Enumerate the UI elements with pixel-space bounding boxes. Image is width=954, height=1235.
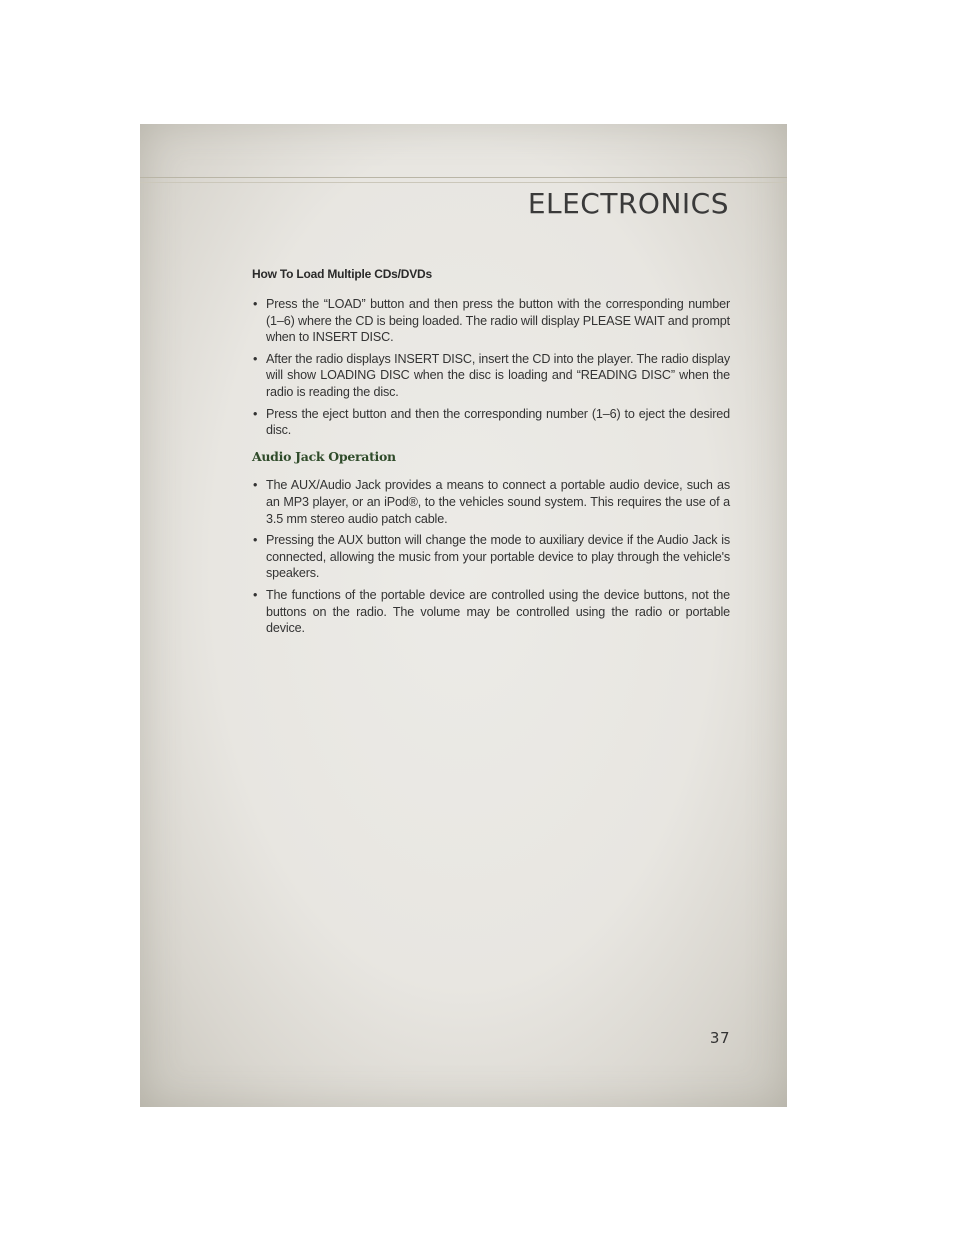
page-panel [140, 124, 787, 1107]
list-item-text: After the radio displays INSERT DISC, insert the CD into the player. The radio display will show LOADING DISC when the disc is loading and “READING DISC” when the radio is reading the disc. [266, 351, 730, 400]
list-item-text: The AUX/Audio Jack provides a means to connect a portable audio device, such as an MP3 player, or an iPod®, to the vehicles sound system. This requires the use of a 3.5 mm stereo audio patch cable. [266, 477, 730, 526]
page-number: 37 [709, 1029, 730, 1047]
list-item-text: Press the “LOAD” button and then press the button with the corresponding number (1–6) where the CD is being loaded. The radio will display PLEASE WAIT and prompt when to INSERT DISC. [266, 296, 730, 345]
list-item [252, 296, 730, 346]
bullet-icon: • [253, 587, 258, 602]
list-item-text: Press the eject button and then the corresponding number (1–6) to eject the desired disc. [266, 406, 730, 438]
heading-audio-jack: Audio Jack Operation [252, 449, 396, 465]
page-content [252, 266, 730, 642]
list-item [252, 532, 730, 582]
bullet-icon: • [253, 532, 258, 547]
load-multiple-list [252, 296, 730, 439]
heading-load-multiple: How To Load Multiple CDs/DVDs [252, 267, 432, 281]
bullet-icon: • [253, 351, 258, 366]
list-item [252, 406, 730, 440]
list-item-text: Pressing the AUX button will change the mode to auxiliary device if the Audio Jack is connected, allowing the music from your portable device to play through the vehicle's speakers. [266, 532, 730, 581]
bullet-icon: • [253, 477, 258, 492]
header-rule [140, 177, 787, 178]
section-title: ELECTRONICS [527, 187, 729, 220]
list-item [252, 351, 730, 401]
list-item [252, 587, 730, 637]
bullet-icon: • [253, 296, 258, 311]
list-item-text: The functions of the portable device are controlled using the device buttons, not the buttons on the radio. The volume may be controlled using the radio or portable device. [266, 587, 730, 636]
bullet-icon: • [253, 406, 258, 421]
header-rule-secondary [140, 182, 787, 183]
audio-jack-list [252, 477, 730, 637]
list-item [252, 477, 730, 527]
